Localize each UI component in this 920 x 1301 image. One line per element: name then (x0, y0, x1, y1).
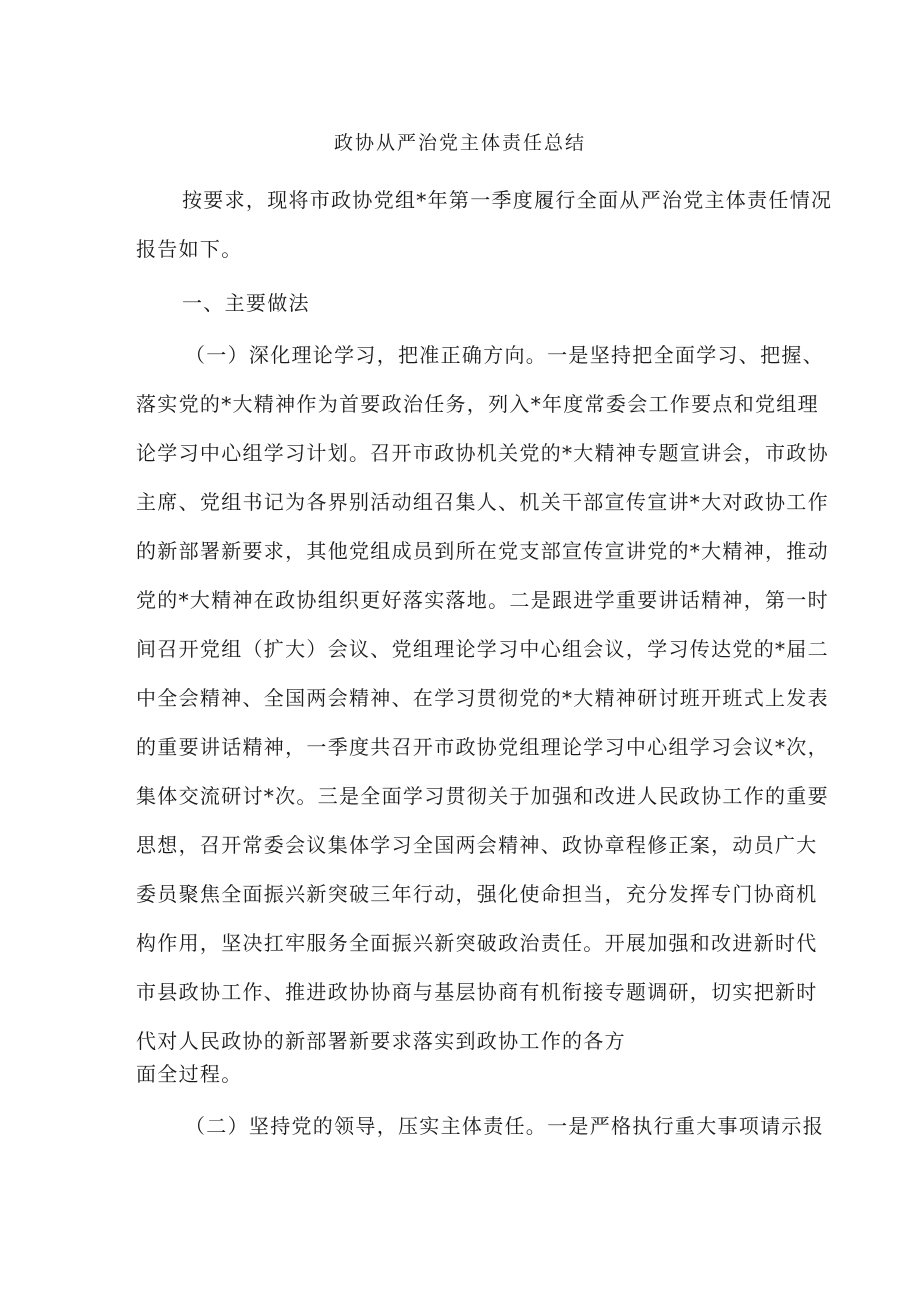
paragraph-line: 报告如下。 (136, 237, 243, 261)
paragraph-line: 委员聚焦全面振兴新突破三年行动，强化使命担当，充分发挥专门协商机 (136, 882, 818, 906)
paragraph-line: 代对人民政协的新部署新要求落实到政协工作的各方 (136, 1029, 626, 1053)
paragraph-line: 集体交流研讨*次。三是全面学习贯彻关于加强和改进人民政协工作的重要 (136, 784, 829, 808)
paragraph-line: 落实党的*大精神作为首要政治任务，列入*年度常委会工作要点和党组理 (136, 392, 819, 416)
paragraph-line: 的重要讲话精神，一季度共召开市政协党组理论学习中心组学习会议*次， (136, 735, 829, 759)
subsection-heading-line: （一）深化理论学习，把准正确方向。一是坚持把全面学习、把握、 (185, 343, 824, 367)
paragraph-line: 按要求，现将市政协党组*年第一季度履行全面从严治党主体责任情况 (182, 188, 833, 212)
paragraph-line: 论学习中心组学习计划。召开市政协机关党的*大精神专题宣讲会，市政协 (136, 441, 829, 465)
paragraph-line: 党的*大精神在政协组织更好落实落地。二是跟进学重要讲话精神，第一时 (136, 588, 829, 612)
paragraph-line: 的新部署新要求，其他党组成员到所在党支部宣传宣讲党的*大精神，推动 (136, 539, 829, 563)
paragraph-line: 思想，召开常委会议集体学习全国两会精神、政协章程修正案，动员广大 (136, 833, 818, 857)
document-title: 政协从严治党主体责任总结 (333, 132, 586, 154)
paragraph-line: 主席、党组书记为各界别活动组召集人、机关干部宣传宣讲*大对政协工作 (136, 490, 829, 514)
paragraph-line: 中全会精神、全国两会精神、在学习贯彻党的*大精神研讨班开班式上发表 (136, 686, 829, 710)
paragraph-line: 市县政协工作、推进政协协商与基层协商有机衔接专题调研，切实把新时 (136, 980, 818, 1004)
paragraph-line: 间召开党组（扩大）会议、党组理论学习中心组会议，学习传达党的*届二 (136, 637, 829, 661)
paragraph-line: 构作用，坚决扛牢服务全面振兴新突破政治责任。开展加强和改进新时代 (136, 931, 818, 955)
section-heading: 一、主要做法 (182, 291, 310, 315)
subsection-heading-line: （二）坚持党的领导，压实主体责任。一是严格执行重大事项请示报 (185, 1114, 824, 1138)
paragraph-line: 面全过程。 (136, 1062, 243, 1086)
